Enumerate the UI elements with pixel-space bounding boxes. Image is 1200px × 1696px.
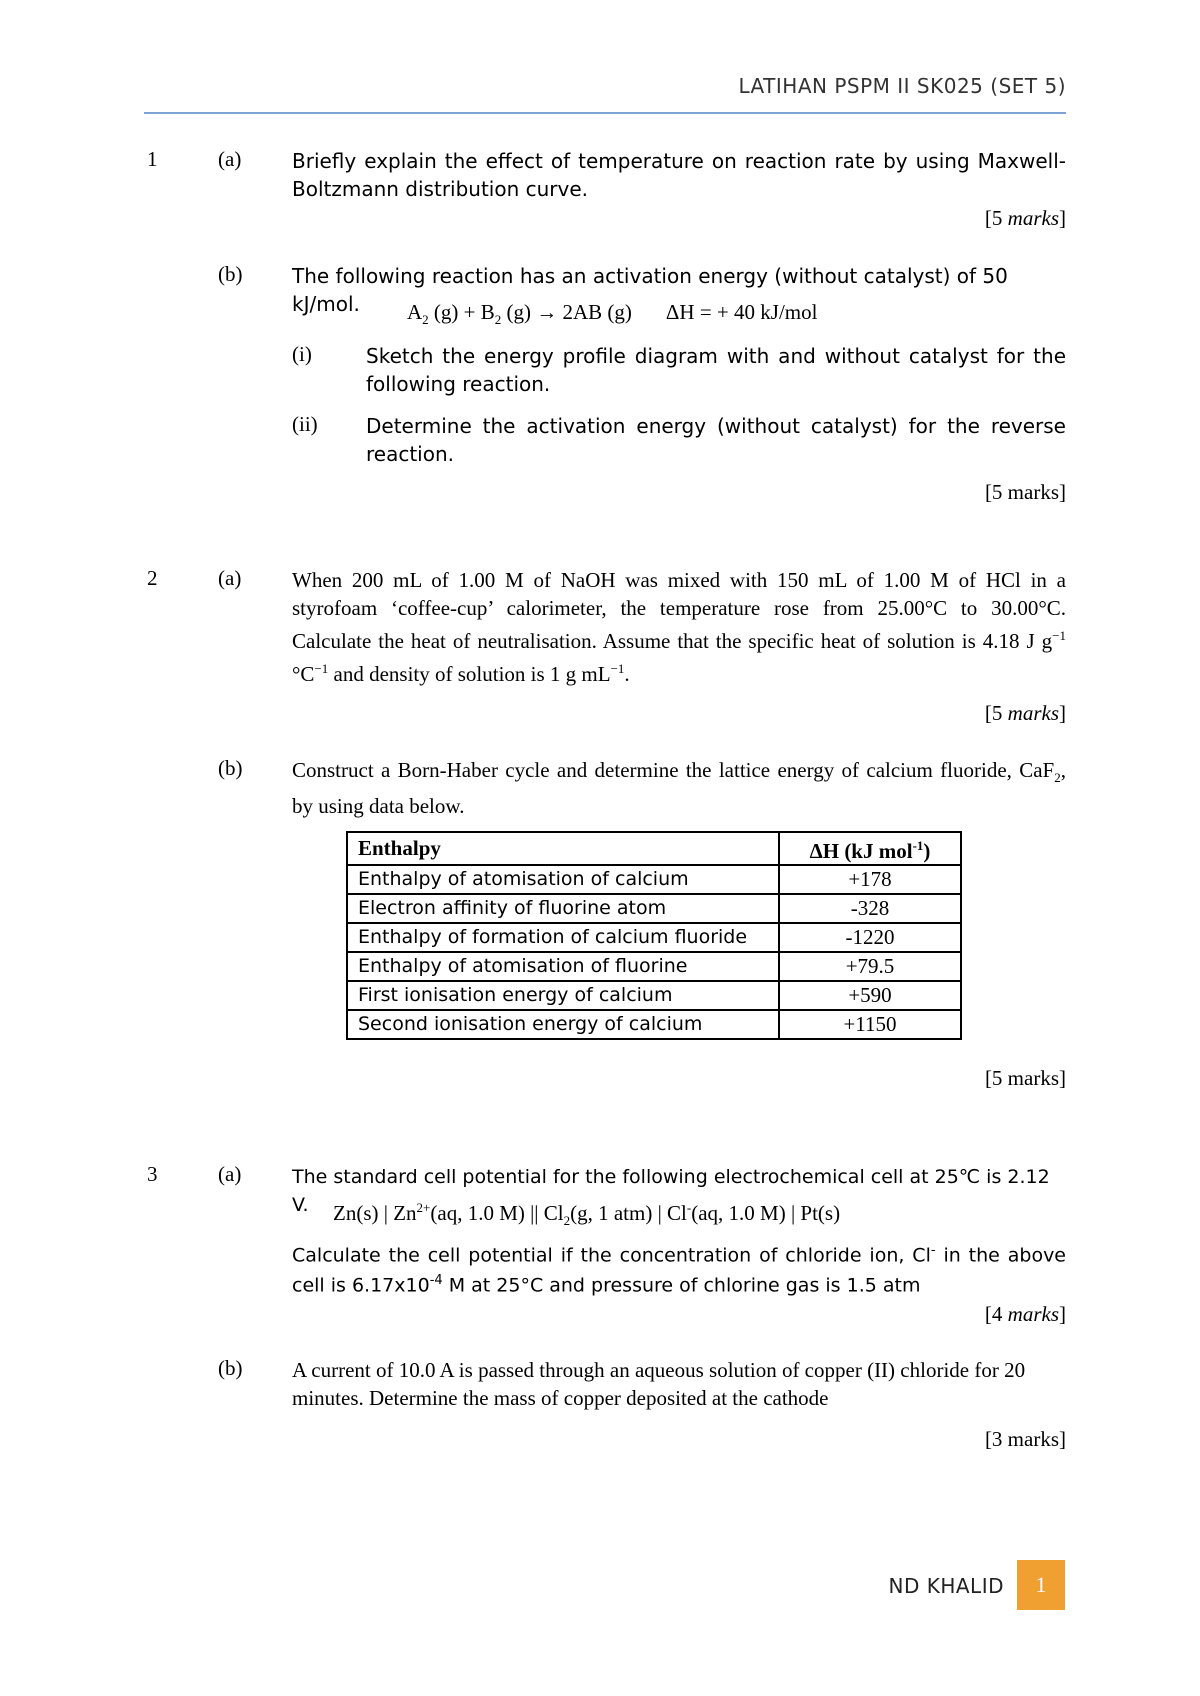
q3-cell-notation: Zn(s) | $Zn^{2+}(aq$, 1.0 M) || $Cl_2(g$, 1 atm) | Cl-(aq, 1.0 M) | Pt(s) [333, 1200, 841, 1229]
q1-part-b-label: (b) [218, 262, 243, 286]
q2-part-a-text: When 200 mL of 1.00 M of NaOH was mixed with 150 mL of 1.00 M of HCl in a styrofoam ‘coffee-cup’ calorimeter, the temperature rose from 25.00°C to 30.00°C. Calculate the heat of neutralisation. Assume that the specific heat of solution is 4.18 J $g^{-1}$ $^\circ C^{-1}$ and density of solution is 1 g $mL^{-1}$. [292, 568, 1066, 686]
table-cell-name: Enthalpy of atomisation of fluorine [347, 952, 779, 981]
q1-enthalpy-change: ΔH = + 40 kJ/mol [665, 300, 818, 324]
header-rule [144, 112, 1066, 114]
table-row [347, 865, 961, 894]
question-number-1: 1 [147, 147, 158, 171]
q2-part-b-label: (b) [218, 756, 243, 780]
table-cell-value: +79.5 [779, 952, 961, 981]
q3-part-a-label: (a) [218, 1162, 242, 1186]
q3-part-a-calculation: Calculate the cell potential if the concentration of chloride ion, Cl- in the above cell is $6.17x10^{-4}$ M at 25°C and pressure of chlorine gas is 1.5 atm [292, 1243, 1066, 1297]
q1-part-a-label: (a) [218, 147, 242, 171]
q1-b-i-label: (i) [292, 342, 312, 366]
table-cell-name: First ionisation energy of calcium [347, 981, 779, 1010]
q3-part-b-marks: [3 marks] [984, 1427, 1066, 1451]
question-number-2: 2 [147, 566, 158, 590]
table-header-enthalpy: Enthalpy [347, 832, 779, 865]
q3-part-b-label: (b) [218, 1356, 243, 1380]
q1-b-ii-label: (ii) [292, 412, 318, 436]
table-row [347, 1010, 961, 1039]
table-cell-value: -328 [779, 894, 961, 923]
q3-part-a-text: The standard cell potential for the following electrochemical cell at 25℃ is 2.12 V. [292, 1166, 1050, 1216]
q2-part-b-text: Construct a Born-Haber cycle and determine the lattice energy of calcium fluoride, CaF$_2$, by using data below. [292, 758, 1066, 819]
table-row [347, 952, 961, 981]
q1-part-a-marks: [5 marks] [984, 206, 1066, 230]
q1-b-ii-text: Determine the activation energy (without catalyst) for the reverse reaction. [366, 414, 1066, 466]
q1-part-a-text: Briefly explain the effect of temperature on reaction rate by using Maxwell-Boltzmann distribution curve. [292, 149, 1066, 201]
table-row [347, 981, 961, 1010]
q2-part-a-marks: [5 marks] [984, 701, 1066, 725]
q2-part-b-marks: [5 marks] [984, 1066, 1066, 1090]
enthalpy-data-table [346, 831, 962, 1040]
table-cell-name: Enthalpy of atomisation of calcium [347, 865, 779, 894]
footer-author: ND KHALID [888, 1574, 1004, 1598]
q2-part-a-label: (a) [218, 566, 242, 590]
table-cell-name: Second ionisation energy of calcium [347, 1010, 779, 1039]
q1-part-b-marks: [5 marks] [984, 480, 1066, 504]
question-number-3: 3 [147, 1162, 158, 1186]
table-cell-name: Enthalpy of formation of calcium fluoride [347, 923, 779, 952]
table-row [347, 923, 961, 952]
table-cell-value: +1150 [779, 1010, 961, 1039]
q3-part-b-text: A current of 10.0 A is passed through an aqueous solution of copper (II) chloride for 20 minutes. Determine the mass of copper deposited at the cathode [292, 1358, 1026, 1410]
table-cell-value: +178 [779, 865, 961, 894]
page-number-badge: 1 [1017, 1560, 1065, 1610]
q1-b-i-text: Sketch the energy profile diagram with and without catalyst for the following reaction. [366, 344, 1066, 396]
table-header-row [347, 832, 961, 865]
q1-part-b-text: The following reaction has an activation energy (without catalyst) of 50 kJ/mol. [292, 264, 1008, 316]
table-row [347, 894, 961, 923]
table-cell-value: +590 [779, 981, 961, 1010]
q3-part-a-marks: [4 marks] [984, 1302, 1066, 1326]
table-cell-name: Electron affinity of fluorine atom [347, 894, 779, 923]
table-cell-value: -1220 [779, 923, 961, 952]
q1-reaction-equation: $A_2$ $(g) + B_2$ (g) → 2AB (g) ΔH = + 40 kJ/mol [407, 300, 818, 328]
running-header: LATIHAN PSPM II SK025 (SET 5) [738, 74, 1066, 98]
table-header-delta-h: ΔH (kJ mol$^{-1}$) [779, 832, 961, 865]
